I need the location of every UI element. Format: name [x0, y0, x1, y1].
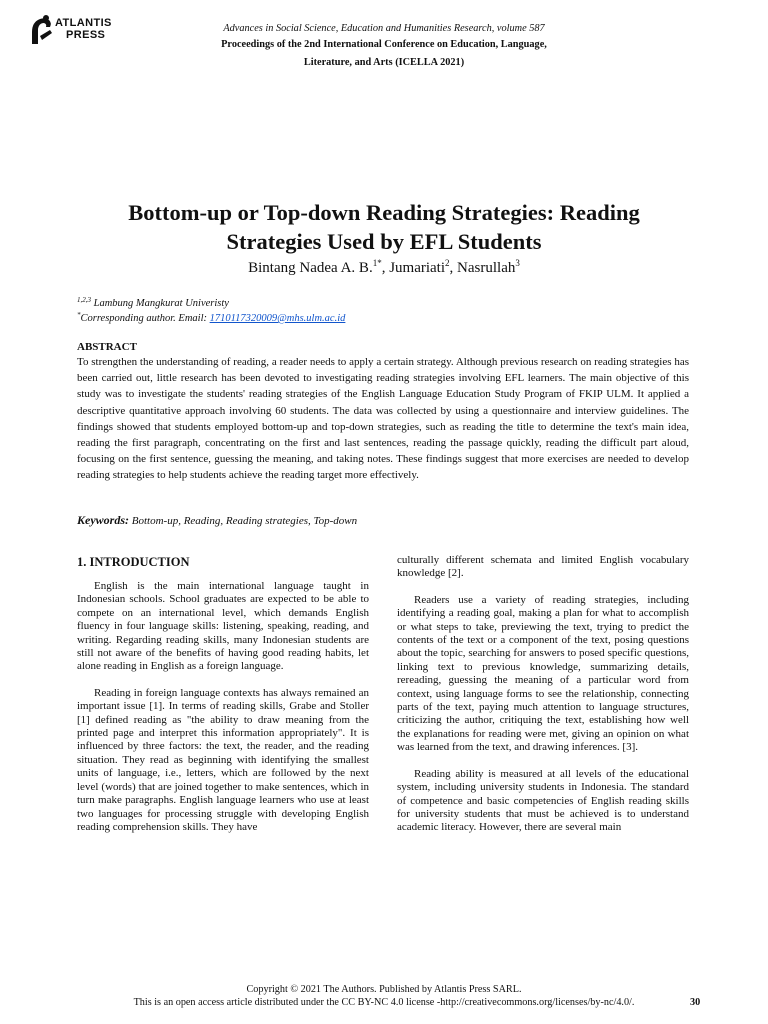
section-heading-introduction: 1. INTRODUCTION: [77, 555, 190, 569]
keywords-label: Keywords:: [77, 513, 129, 527]
paragraph: English is the main international language taught in Indonesian schools. School graduates are expected to be able to compete on an international level, which demands English fluency in four language skills: listening, speaking, reading, and writing. Regarding reading skills, many Indonesian students are still not aware of the benefits of having good reading habits, let alone reading in English as a foreign language.: [77, 580, 369, 673]
right-column: [397, 554, 689, 848]
affiliation-block: [77, 296, 345, 326]
proceedings-line-1: Proceedings of the 2nd International Conference on Education, Language,: [221, 39, 547, 50]
proceedings-line-2: Literature, and Arts (ICELLA 2021): [303, 57, 465, 68]
title-line-1: Bottom-up or Top-down Reading Strategies: Reading: [128, 200, 640, 225]
journal-name: Advances in Social Science, Education and Humanities Research, volume 587: [223, 23, 545, 34]
affiliation: [77, 296, 345, 311]
keywords: [77, 512, 357, 529]
abstract-text: To strengthen the understanding of reading, a reader needs to apply a certain strategy. Although previous research on reading strategies has been carried out, little research has been devoted to investigating reading strategies involving EFL learners. The main objective of this study was to investigate the students' reading strategies of the English Language Education Study Program of FKIP ULM. It applied a descriptive quantitative approach involving 60 students. The data was collected by using a questionnaire and interview guidelines. The findings showed that students employed bottom-up and top-down strategies, such as reading the title to determine the text's main idea, reading the first paragraph, concentrating on the first and last sentences, reading the passage quickly, reading the difficult part aloud, focusing on the first sentence, guessing the meaning, and taking notes. These findings suggest that more exercises are needed to develop reading strategies to help students achieve the reading target more effectively.: [77, 356, 689, 482]
paper-title: [60, 198, 708, 256]
publisher-logo: [28, 14, 120, 46]
paragraph: Reading ability is measured at all levels of the educational system, including university students in Indonesia. The standard of competence and basic competencies of English reading skills for university students that must be achieved is to understand academic literacy. However, there are several main: [397, 767, 689, 834]
footer: [0, 983, 768, 1009]
keywords-value: Bottom-up, Reading, Reading strategies, Top-down: [131, 515, 358, 527]
author-sup: 2: [445, 258, 450, 268]
author-list: [60, 258, 708, 278]
affiliation-text: Lambung Mangkurat Univeristy: [93, 298, 229, 309]
logo-text-press: PRESS: [66, 29, 106, 41]
license-line: This is an open access article distributed under the CC BY-NC 4.0 license -http://creativecommons.org/licenses/by-nc/4.0/.: [133, 997, 635, 1008]
logo-text-atlantis: ATLANTIS: [55, 17, 112, 29]
page-number: 30: [690, 997, 701, 1008]
author-sep: ,: [381, 260, 390, 276]
title-line-2: Strategies Used by EFL Students: [226, 229, 542, 254]
running-header: [130, 22, 638, 72]
author-sup: 1*: [372, 258, 382, 268]
author-name: Bintang Nadea A. B.: [248, 260, 373, 276]
left-column: [77, 548, 369, 847]
author-name: Jumariati: [389, 260, 446, 276]
atlantis-figure-icon: [28, 14, 54, 46]
copyright-line: Copyright © 2021 The Authors. Published by Atlantis Press SARL.: [246, 984, 522, 995]
email-link[interactable]: 1710117320009@mhs.ulm.ac.id: [209, 313, 346, 324]
corresponding-label: Corresponding author. Email:: [80, 313, 210, 324]
corresponding-sup: *: [77, 311, 81, 319]
paragraph: Readers use a variety of reading strategies, including identifying a reading goal, making a plan for what to accomplish or what steps to take, previewing the text, trying to predict the contents of the text or a component of the text, posing questions about the topic, searching for answers to posed specific questions, linking text to previous knowledge, summarizing details, rereading, guessing the meaning of a particular word from context, using language forms to see the relationship, connecting parts of the text, paying much attention to language structures, criticizing the author, critiquing the text, establishing how well the explanations for reading were met, giving an opinion on what was learned from the text, and drawing inferences. [3].: [397, 593, 689, 754]
paragraph: Reading in foreign language contexts has always remained an important issue [1]. In terms of reading skills, Grabe and Stoller [1] defined reading as "the ability to draw meaning from the printed page and interpret this information appropriately". It is influenced by three factors: the text, the reader, and the reading situation. They read as beginning with identifying the smallest units of language, i.e., letters, which are followed by the next level (words) that are joined together to make sentences, which in turn make paragraphs. English language learners who use at least two languages for processing struggle with developing English reading comprehension skills. They have: [77, 686, 369, 833]
corresponding-author: [77, 311, 345, 326]
author-sup: 3: [515, 258, 520, 268]
abstract-heading: ABSTRACT: [77, 341, 137, 353]
paragraph-continuation: culturally different schemata and limited English vocabulary knowledge [2].: [397, 554, 689, 580]
author-sep: ,: [449, 260, 458, 276]
author-name: Nasrullah: [457, 260, 516, 276]
affiliation-sup: 1,2,3: [77, 296, 91, 304]
